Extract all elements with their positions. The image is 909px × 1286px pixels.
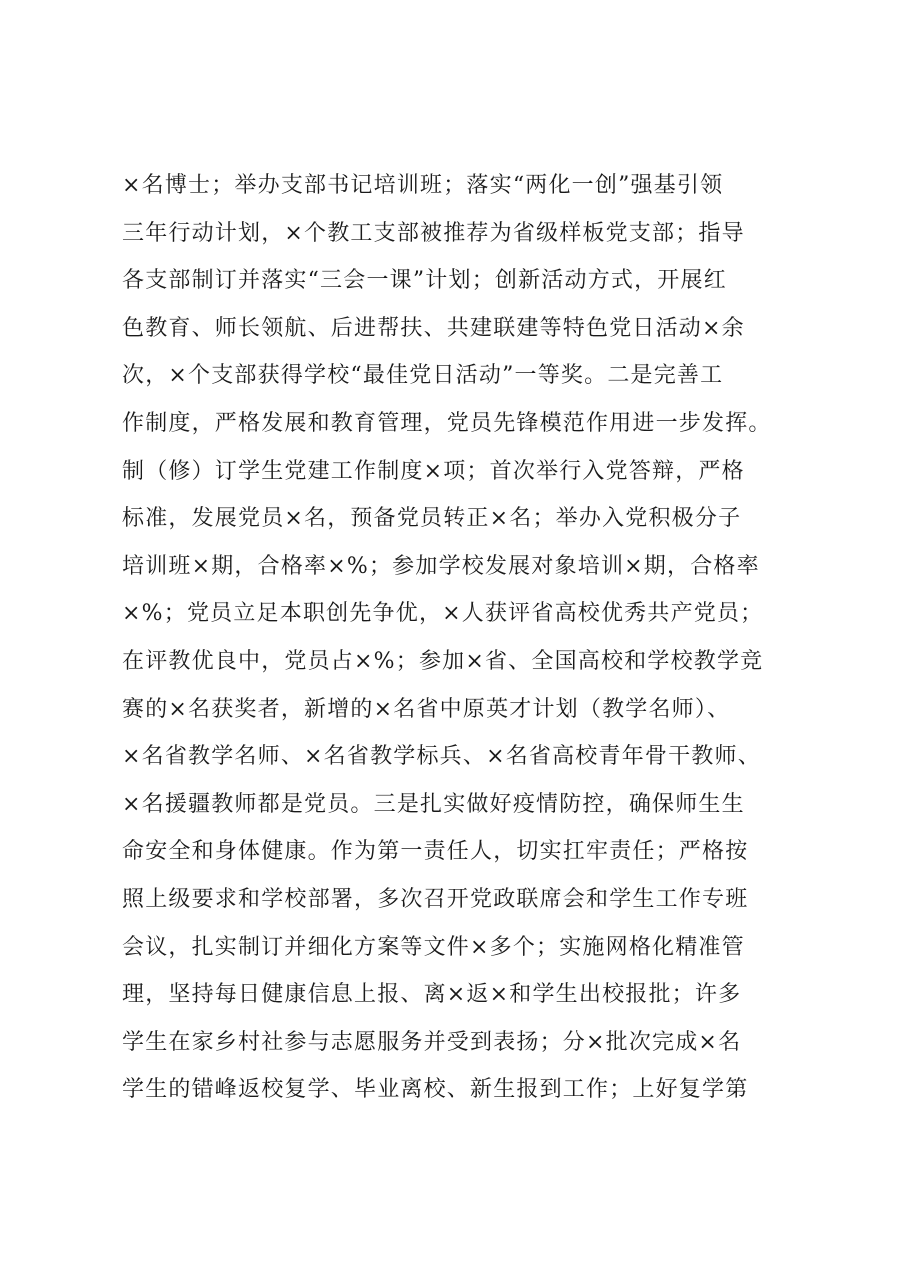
text-line: ×%；党员立足本职创先争优，×人获评省高校优秀共产党员； [122,601,764,627]
text-line: 理，坚持每日健康信息上报、离×返×和学生出校报批；许多 [122,982,742,1008]
text-line: 命安全和身体健康。作为第一责任人，切实扛牢责任；严格按 [122,839,749,865]
text-line: 作制度，严格发展和教育管理，党员先锋模范作用进一步发挥。 [122,410,772,436]
text-line: 学生在家乡村社参与志愿服务并受到表扬；分×批次完成×名 [122,1029,742,1055]
text-line: 在评教优良中，党员占×%；参加×省、全国高校和学校教学竞 [122,648,764,674]
document-body [122,162,802,1114]
text-line: ×名援疆教师都是党员。三是扎实做好疫情防控，确保师生生 [122,791,745,817]
text-line: 会议，扎实制订并细化方案等文件×多个；实施网格化精准管 [122,934,745,960]
text-line: 制（修）订学生党建工作制度×项；首次举行入党答辩，严格 [122,458,745,484]
text-line: ×名省教学名师、×名省教学标兵、×名省高校青年骨干教师、 [122,744,761,770]
text-line: 学生的错峰返校复学、毕业离校、新生报到工作；上好复学第 [122,1077,749,1103]
text-line: 照上级要求和学校部署，多次召开党政联席会和学生工作专班 [122,886,749,912]
text-line: 三年行动计划，×个教工支部被推荐为省级样板党支部；指导 [122,220,745,246]
text-line: 培训班×期，合格率×%；参加学校发展对象培训×期，合格率 [122,553,760,579]
text-line: 标准，发展党员×名，预备党员转正×名；举办入党积极分子 [122,506,742,532]
text-line: 色教育、师长领航、后进帮扶、共建联建等特色党日活动×余 [122,315,745,341]
text-line: 各支部制订并落实“三会一课”计划；创新活动方式，开展红 [122,268,727,294]
text-line: ×名博士；举办支部书记培训班；落实“两化一创”强基引领 [122,173,724,198]
text-line: 次，×个支部获得学校“最佳党日活动”一等奖。二是完善工 [122,363,724,389]
text-line: 赛的×名获奖者，新增的×名省中原英才计划（教学名师）、 [122,696,731,722]
